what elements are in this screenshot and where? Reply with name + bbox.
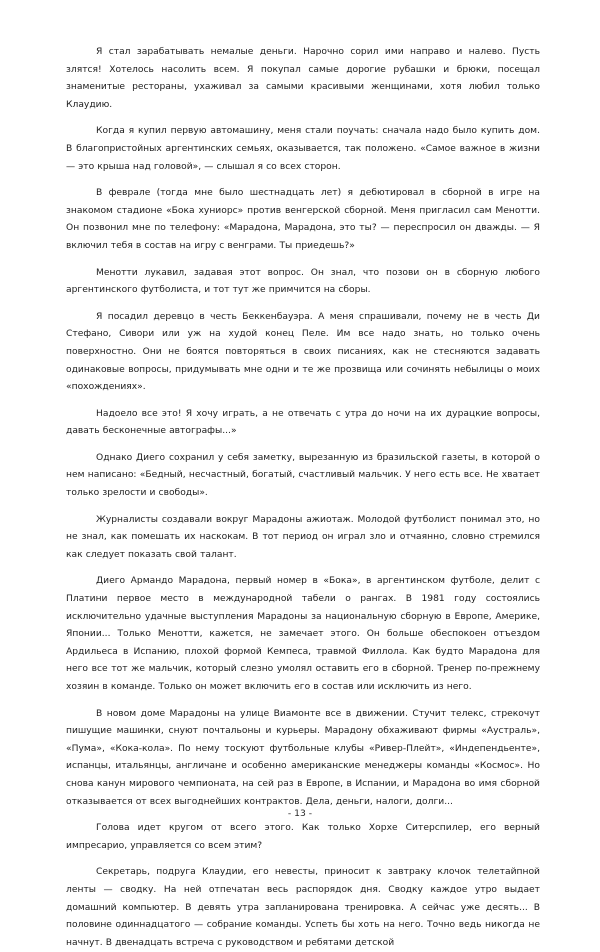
paragraph: Диего Армандо Марадона, первый номер в «Бока», в аргентинском футболе, делит с Платини первое место в международной табели о рангах. В 1981 году состоялись исключительно удачные выступления Марадоны за национальную сборную в Европе, Америке, Японии... Только Менотти, кажется, не замечает этого. Он больше обеспокоен отъездом Ардильеса в Испанию, плохой формой Кемпеса, травмой Филлола. Как будто Марадона для него все тот же мальчик, который слезно умолял оставить его в сборной. Тренер по-прежнему хозяин в команде. Только он может включить его в состав или исключить из него.	[66, 576, 540, 692]
paragraph: Когда я купил первую автомашину, меня стали поучать: сначала надо было купить дом. В благопристойных аргентинских семьях, оказывается, так положено. «Самое важное в жизни — это крыша над головой», — слышал я со всех сторон.	[66, 126, 540, 172]
paragraph: Я посадил деревцо в честь Беккенбауэра. А меня спрашивали, почему не в честь Ди Стефано, Сивори или уж на худой конец Пеле. Им все надо знать, но только очень поверхностно. Они не боятся повторяться в своих писаниях, как не стесняются задавать одинаковые вопросы, придумывать мне одни и те же прозвища или сочинять небылицы о моих «похождениях».	[66, 311, 540, 393]
paragraph: Голова идет кругом от всего этого. Как только Хорхе Ситерспилер, его верный импресарио, управляется со всем этим?	[66, 823, 540, 851]
paragraph: В феврале (тогда мне было шестнадцать лет) я дебютировал в сборной в игре на знакомом стадионе «Бока хуниорс» против венгерской сборной. Меня пригласил сам Менотти. Он позвонил мне по телефону: «Марадона, Марадона, это ты? — переспросил он дважды. — Я включил тебя в состав на игру с венграми. Ты приедешь?»	[66, 188, 540, 251]
paragraph: Секретарь, подруга Клаудии, его невесты, приносит к завтраку клочок телетайпной ленты — сводку. На ней отпечатан весь распорядок дня. Сводку каждое утро выдает домашний компьютер. В девять утра запланирована тренировка. А сейчас уже десять... В половине одиннадцатого — собрание команды. Успеть бы хоть на него. Точно ведь никогда не начнут. В двенадцать встреча с руководством и ребятами детской	[66, 867, 540, 948]
paragraph: Я стал зарабатывать немалые деньги. Нарочно сорил ими направо и налево. Пусть злятся! Хотелось насолить всем. Я покупал самые дорогие рубашки и брюки, посещал знаменитые рестораны, ухаживал за самыми красивыми женщинами, хотя любил только Клаудию.	[66, 47, 540, 110]
paragraph: Журналисты создавали вокруг Марадоны ажиотаж. Молодой футболист понимал это, но не знал, как помешать их наскокам. В тот период он играл зло и отчаянно, словно стремился как следует показать свой талант.	[66, 514, 540, 560]
paragraph: Надоело все это! Я хочу играть, а не отвечать с утра до ночи на их дурацкие вопросы, давать бесконечные автографы...»	[66, 408, 540, 437]
page-number: - 13 -	[287, 808, 313, 819]
paragraph: Однако Диего сохранил у себя заметку, вырезанную из бразильской газеты, в которой о нем написано: «Бедный, несчастный, богатый, счастливый мальчик. У него есть все. Не хватает только зрелости и свободы».	[66, 452, 540, 499]
paragraph: В новом доме Марадоны на улице Виамонте все в движении. Стучит телекс, стрекочут пишущие машинки, снуют почтальоны и курьеры. Марадону обхаживают фирмы «Аустраль», «Пума», «Кока-кола». По нему тоскуют футбольные клубы «Ривер-Плейт», «Индепендьенте», испанцы, итальянцы, англичане и особенно американские менеджеры команды «Космос». Но снова канун мирового чемпионата, на сей раз в Европе, в Испании, и Марадона во имя сборной отказывается от всех выгоднейших контрактов. Дела, деньги, налоги, долги...	[66, 708, 540, 807]
paragraph: Менотти лукавил, задавая этот вопрос. Он знал, что позови он в сборную любого аргентинского футболиста, и тот тут же примчится на сборы.	[66, 267, 540, 296]
